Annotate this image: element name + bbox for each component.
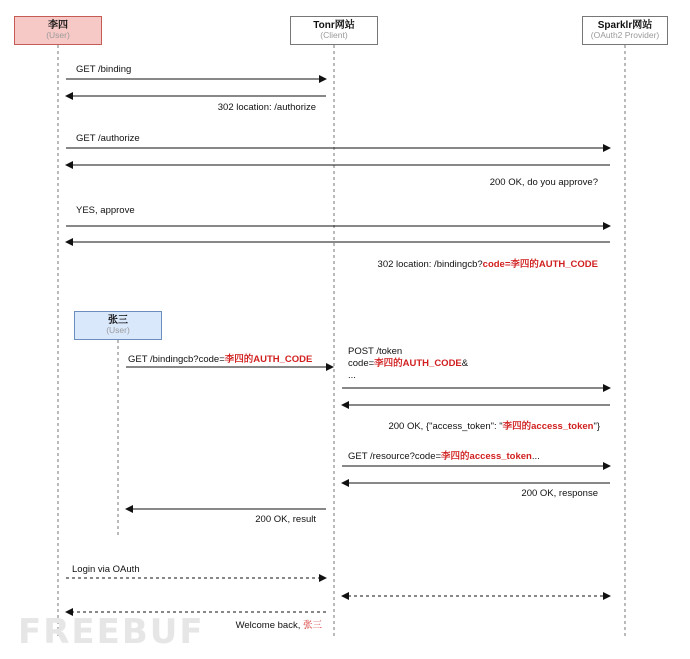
label-token-ok-prefix: 200 OK, {"access_token": " <box>388 421 503 432</box>
label-get-resource-prefix: GET /resource?code= <box>348 451 442 462</box>
label-post-token-line3: ... <box>348 370 356 381</box>
label-302-bindingcb <box>378 256 598 270</box>
label-post-token-code-prefix: code= <box>348 358 375 369</box>
label-login-oauth: Login via OAuth <box>72 564 140 575</box>
label-token-ok-token: 李四的access_token <box>502 421 594 432</box>
label-get-bindingcb <box>128 351 312 365</box>
label-get-binding: GET /binding <box>76 64 132 75</box>
label-get-authorize: GET /authorize <box>76 133 140 144</box>
label-post-token-line2 <box>348 358 468 370</box>
actor-lisi <box>14 16 102 45</box>
label-welcome-prefix: Welcome back, <box>235 620 303 631</box>
actor-zhangsan-name: 张三 <box>108 315 128 326</box>
label-welcome-name: 张三 <box>302 620 322 631</box>
label-token-ok-suffix: "} <box>593 421 600 432</box>
label-get-bindingcb-prefix: GET /bindingcb?code= <box>128 354 225 365</box>
label-post-token <box>348 346 468 382</box>
actor-sparklr-role: (OAuth2 Provider) <box>590 30 660 40</box>
label-get-bindingcb-code: 李四的AUTH_CODE <box>224 354 313 365</box>
label-post-token-code: 李四的AUTH_CODE <box>374 358 462 369</box>
actor-tonr-name: Tonr网站 <box>313 20 355 31</box>
actor-zhangsan <box>74 311 162 340</box>
label-302-authorize: 302 location: /authorize <box>217 102 316 113</box>
actor-sparklr <box>582 16 668 45</box>
actor-lisi-role: (User) <box>46 30 70 40</box>
label-get-resource <box>348 448 540 462</box>
label-result-ok: 200 OK, result <box>255 514 316 525</box>
label-token-ok <box>388 418 600 432</box>
actor-sparklr-name: Sparklr网站 <box>597 20 653 31</box>
actor-tonr-role: (Client) <box>320 30 348 40</box>
label-200-approve: 200 OK, do you approve? <box>489 177 598 188</box>
label-post-token-line1: POST /token <box>348 346 403 357</box>
actor-tonr <box>290 16 378 45</box>
label-post-token-suffix: & <box>461 358 469 369</box>
actor-lisi-name: 李四 <box>48 20 68 31</box>
label-welcome <box>236 617 322 631</box>
label-get-resource-token: 李四的access_token <box>441 451 532 462</box>
watermark-logo: FREEBUF <box>18 612 205 652</box>
label-yes-approve: YES, approve <box>76 205 135 216</box>
actor-zhangsan-role: (User) <box>106 325 130 335</box>
label-302-bindingcb-prefix: 302 location: /bindingcb? <box>377 259 483 270</box>
label-302-bindingcb-code: code=李四的AUTH_CODE <box>482 259 598 270</box>
label-resource-ok: 200 OK, response <box>521 488 598 499</box>
label-get-resource-suffix: ... <box>531 451 540 462</box>
